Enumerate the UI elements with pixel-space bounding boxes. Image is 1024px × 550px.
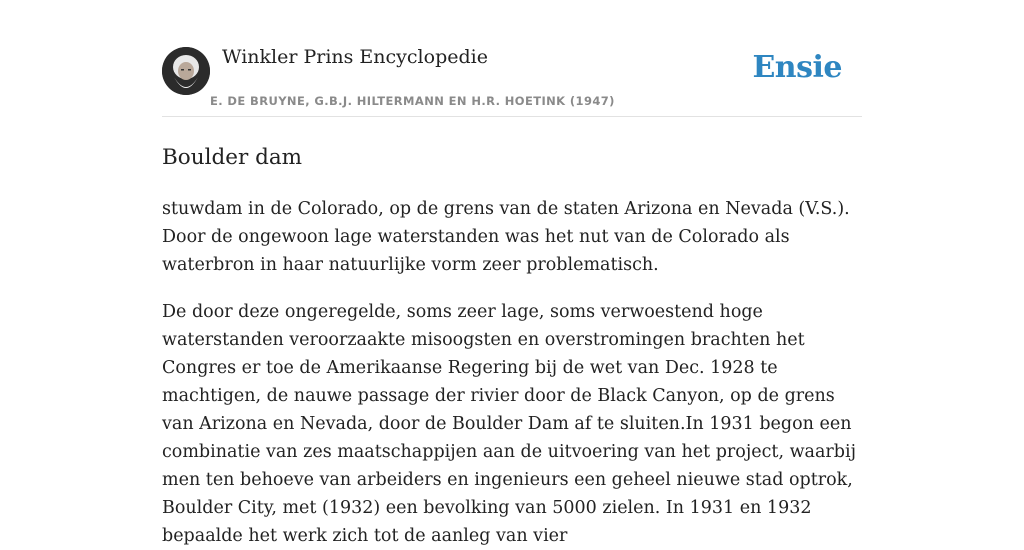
article-paragraph: De door deze ongeregelde, soms zeer lage, soms verwoestend hoge waterstanden veroorzaakte misoogsten en overstromingen brachten het Congres er toe de Amerikaanse Regering bij de wet van Dec. 1928 te machtigen, de nauwe passage der rivier door de Black Canyon, op de grens van Arizona en Nevada, door de Boulder Dam af te sluiten.In 1931 begon een combinatie van zes maatschappijen aan de uitvoering van het project, waarbij men ten behoeve van arbeiders en ingenieurs een geheel nieuwe stad optrok, Boulder City, met (1932) een bevolking van 5000 zielen. In 1931 en 1932 bepaalde het werk zich tot de aanleg van vier <box>162 302 857 546</box>
author-portrait-icon <box>162 47 210 95</box>
page <box>162 0 862 550</box>
article-paragraph: stuwdam in de Colorado, op de grens van de staten Arizona en Nevada (V.S.). Door de ongewoon lage waterstanden was het nut van de Colorado als waterbron in haar natuurlijke vorm zeer problematisch. <box>162 199 850 275</box>
header <box>162 0 862 117</box>
site-name[interactable]: Winkler Prins Encyclopedie <box>222 46 488 68</box>
authors-byline: E. DE BRUYNE, G.B.J. HILTERMANN EN H.R. HOETINK (1947) <box>210 94 615 108</box>
ensie-logo[interactable]: Ensie <box>752 50 842 85</box>
author-avatar[interactable] <box>162 47 210 95</box>
article-title: Boulder dam <box>162 145 303 170</box>
